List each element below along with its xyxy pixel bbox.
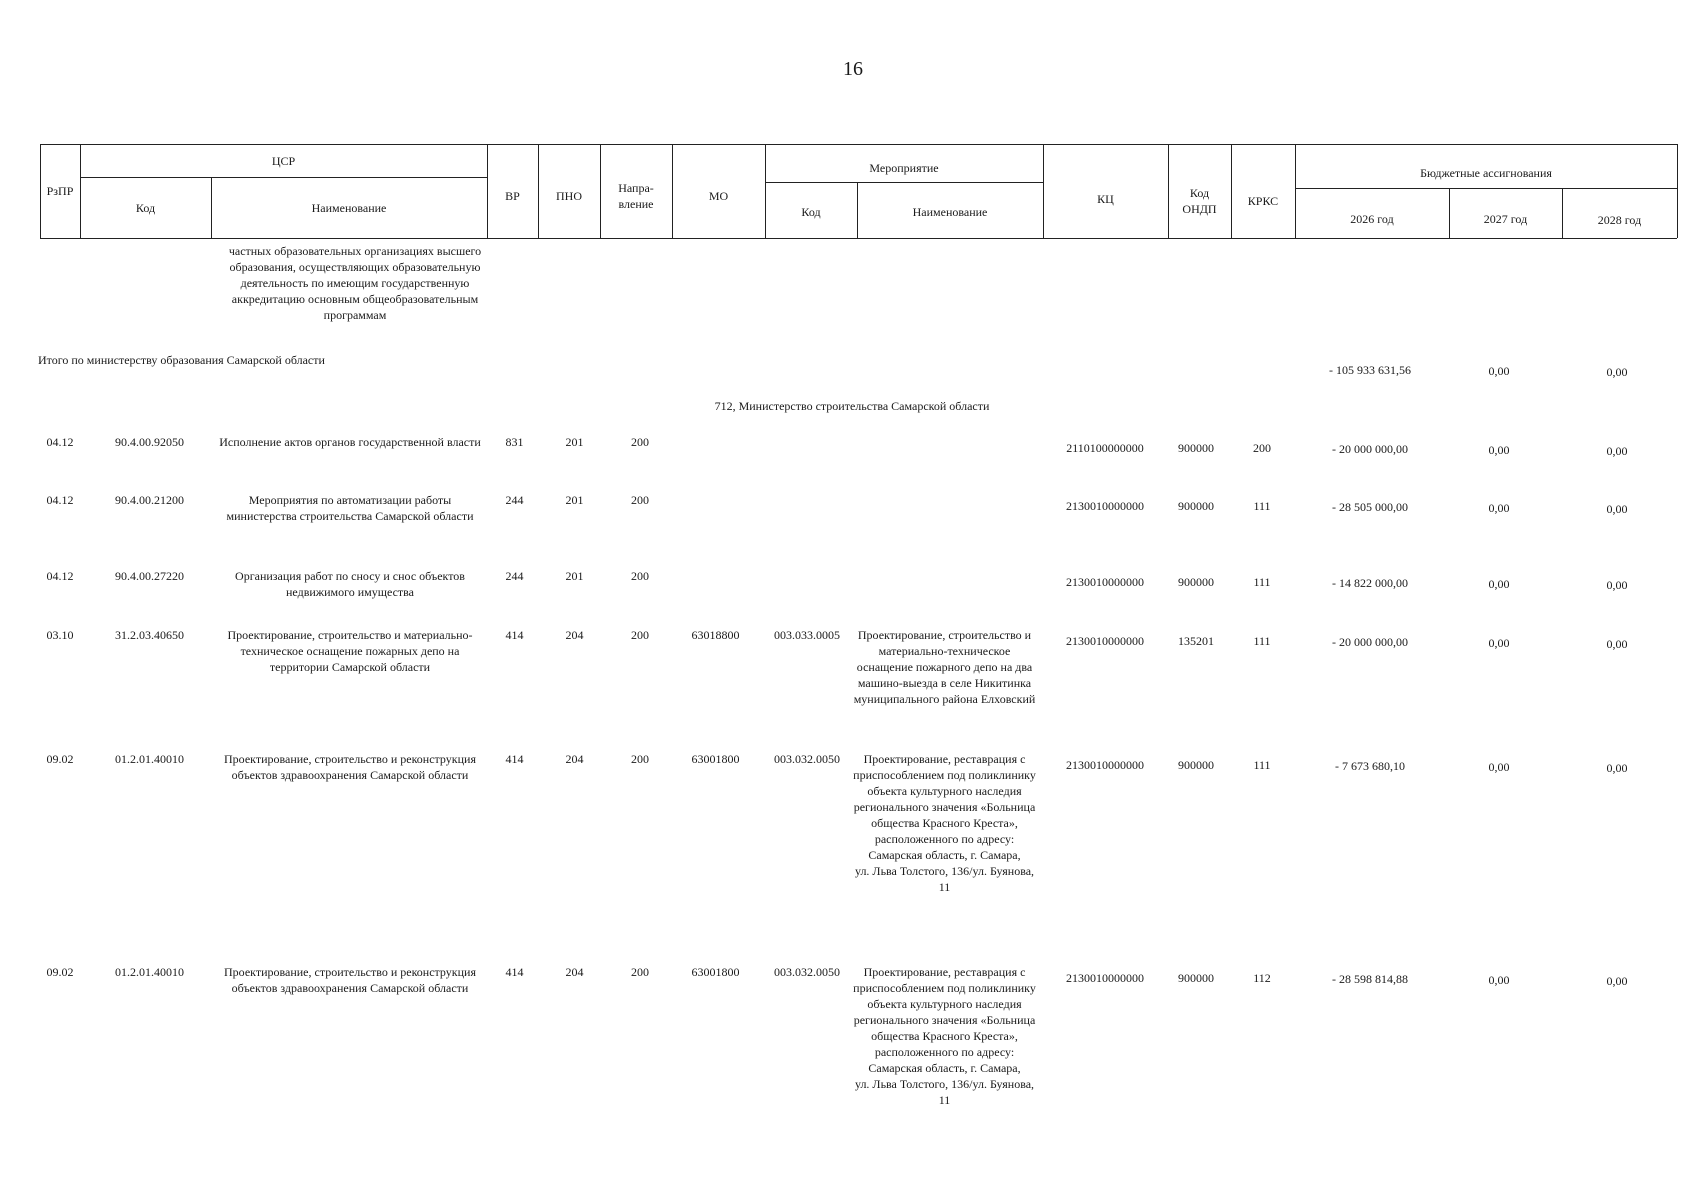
cell-rzpr: 04.12	[46, 493, 74, 507]
cell-rzpr: 04.12	[46, 435, 74, 449]
cell-kc: 2130010000000	[1066, 634, 1144, 648]
cell-y2027: 0,00	[1488, 501, 1510, 515]
cell-y2028: 0,00	[1606, 444, 1628, 458]
cell-pno: 204	[565, 752, 584, 766]
cell-y2026: - 14 822 000,00	[1332, 576, 1408, 590]
cell-event-name: Проектирование, строительство и материально-техническое оснащение пожарного депо на два машино-выезда в селе Никитинка муниципального района Елховский	[853, 628, 1036, 706]
cell-csr-name: Мероприятия по автоматизации работы министерства строительства Самарской области	[226, 493, 474, 523]
cell-event-code: 003.032.0050	[774, 752, 840, 766]
total-label: Итого по министерству образования Самарской области	[38, 353, 325, 367]
cell-csr-name: Организация работ по сносу и снос объектов недвижимого имущества	[235, 569, 465, 599]
cell-direction: 200	[631, 569, 649, 583]
cell-ondp: 900000	[1178, 441, 1214, 455]
cell-kc: 2130010000000	[1066, 971, 1144, 985]
cell-y2028: 0,00	[1606, 637, 1628, 651]
cell-y2027: 0,00	[1488, 577, 1510, 591]
cell-vr: 244	[505, 569, 524, 583]
cell-krks: 111	[1253, 499, 1271, 513]
cell-pno: 201	[565, 569, 584, 583]
header-csr: ЦСР	[271, 154, 296, 168]
header-pno: ПНО	[556, 189, 582, 203]
header-event-code: Код	[801, 205, 821, 219]
cell-ondp: 900000	[1178, 971, 1214, 985]
total-2027: 0,00	[1488, 364, 1510, 378]
cell-y2026: - 20 000 000,00	[1332, 635, 1408, 649]
cell-y2028: 0,00	[1606, 502, 1628, 516]
cell-event-code: 003.032.0050	[774, 965, 840, 979]
cell-csr-name: Исполнение актов органов государственной власти	[219, 435, 481, 449]
header-krks: КРКС	[1247, 194, 1279, 208]
cell-direction: 200	[631, 435, 649, 449]
cell-mo: 63001800	[691, 752, 740, 766]
cell-krks: 111	[1253, 758, 1271, 772]
total-2026: - 105 933 631,56	[1329, 363, 1411, 377]
cell-event-name: Проектирование, реставрация с приспособлением под поликлинику объекта культурного наследия регионального значения «Больница общества Красного Креста», расположенного по адресу: Самарская область, г. Самара, ул. Льва Толстого, 136/ул. Буянова, 11	[853, 752, 1036, 894]
cell-rzpr: 03.10	[46, 628, 74, 642]
cell-y2028: 0,00	[1606, 974, 1628, 988]
total-2028: 0,00	[1606, 365, 1628, 379]
cell-krks: 111	[1253, 575, 1271, 589]
cell-y2027: 0,00	[1488, 760, 1510, 774]
header-direction: Напра- вление	[618, 181, 654, 211]
header-kc: КЦ	[1097, 192, 1114, 206]
cell-direction: 200	[631, 752, 649, 766]
cell-csr-code: 31.2.03.40650	[115, 628, 184, 642]
cell-kc: 2130010000000	[1066, 758, 1144, 772]
cell-y2027: 0,00	[1488, 443, 1510, 457]
header-year-2028: 2028 год	[1597, 213, 1642, 227]
cell-pno: 204	[565, 628, 584, 642]
cell-direction: 200	[631, 493, 649, 507]
cell-event-code: 003.033.0005	[774, 628, 840, 642]
cell-y2026: - 28 598 814,88	[1332, 972, 1408, 986]
header-mo: МО	[708, 189, 729, 203]
cell-csr-name: Проектирование, строительство и реконструкция объектов здравоохранения Самарской области	[224, 752, 476, 782]
cell-csr-code: 90.4.00.21200	[115, 493, 184, 507]
cell-krks: 112	[1253, 971, 1271, 985]
cell-csr-code: 01.2.01.40010	[115, 752, 184, 766]
cell-mo: 63001800	[691, 965, 740, 979]
header-year-2026: 2026 год	[1350, 212, 1394, 226]
header-csr-name: Наименование	[311, 201, 387, 215]
header-ondp: Код ОНДП	[1182, 186, 1217, 216]
cell-vr: 831	[505, 435, 524, 449]
cell-csr-code: 90.4.00.92050	[115, 435, 184, 449]
cell-vr: 414	[505, 752, 524, 766]
ministry-heading: 712, Министерство строительства Самарской области	[714, 399, 990, 413]
cell-direction: 200	[631, 628, 649, 642]
cell-mo: 63018800	[691, 628, 740, 642]
cell-y2026: - 7 673 680,10	[1335, 759, 1405, 773]
cell-y2027: 0,00	[1488, 973, 1510, 987]
header-year-2027: 2027 год	[1483, 212, 1528, 226]
cell-krks: 111	[1253, 634, 1271, 648]
cell-y2027: 0,00	[1488, 636, 1510, 650]
header-event: Мероприятие	[869, 161, 939, 175]
continuation-text: частных образовательных организациях высшего образования, осуществляющих образовательную деятельность по имеющим государственную аккредитацию основным общеобразовательным программам	[228, 244, 482, 322]
cell-y2028: 0,00	[1606, 761, 1628, 775]
cell-ondp: 900000	[1178, 575, 1214, 589]
cell-pno: 204	[565, 965, 584, 979]
cell-kc: 2110100000000	[1066, 441, 1144, 455]
cell-csr-name: Проектирование, строительство и реконструкция объектов здравоохранения Самарской области	[224, 965, 476, 995]
cell-direction: 200	[631, 965, 649, 979]
cell-kc: 2130010000000	[1066, 575, 1144, 589]
cell-kc: 2130010000000	[1066, 499, 1144, 513]
cell-pno: 201	[565, 435, 584, 449]
cell-ondp: 900000	[1178, 499, 1214, 513]
header-csr-code: Код	[135, 201, 156, 215]
cell-csr-code: 90.4.00.27220	[115, 569, 184, 583]
header-event-name: Наименование	[912, 205, 988, 219]
cell-rzpr: 04.12	[46, 569, 74, 583]
cell-ondp: 900000	[1178, 758, 1214, 772]
cell-y2028: 0,00	[1606, 578, 1628, 592]
cell-krks: 200	[1253, 441, 1271, 455]
page-number: 16	[843, 58, 863, 80]
cell-csr-name: Проектирование, строительство и материально-техническое оснащение пожарных депо на территории Самарской области	[227, 628, 473, 674]
cell-rzpr: 09.02	[46, 965, 74, 979]
cell-vr: 414	[505, 628, 524, 642]
cell-vr: 244	[505, 493, 524, 507]
header-budget: Бюджетные ассигнования	[1420, 166, 1552, 180]
cell-y2026: - 20 000 000,00	[1332, 442, 1408, 456]
cell-event-name: Проектирование, реставрация с приспособлением под поликлинику объекта культурного наследия регионального значения «Больница общества Красного Креста», расположенного по адресу: Самарская область, г. Самара, ул. Льва Толстого, 136/ул. Буянова, 11	[853, 965, 1036, 1107]
cell-pno: 201	[565, 493, 584, 507]
cell-rzpr: 09.02	[46, 752, 74, 766]
cell-csr-code: 01.2.01.40010	[115, 965, 184, 979]
cell-ondp: 135201	[1178, 634, 1214, 648]
cell-y2026: - 28 505 000,00	[1332, 500, 1408, 514]
header-vr: ВР	[505, 189, 520, 203]
header-rzpr: РзПР	[46, 184, 74, 198]
cell-vr: 414	[505, 965, 524, 979]
